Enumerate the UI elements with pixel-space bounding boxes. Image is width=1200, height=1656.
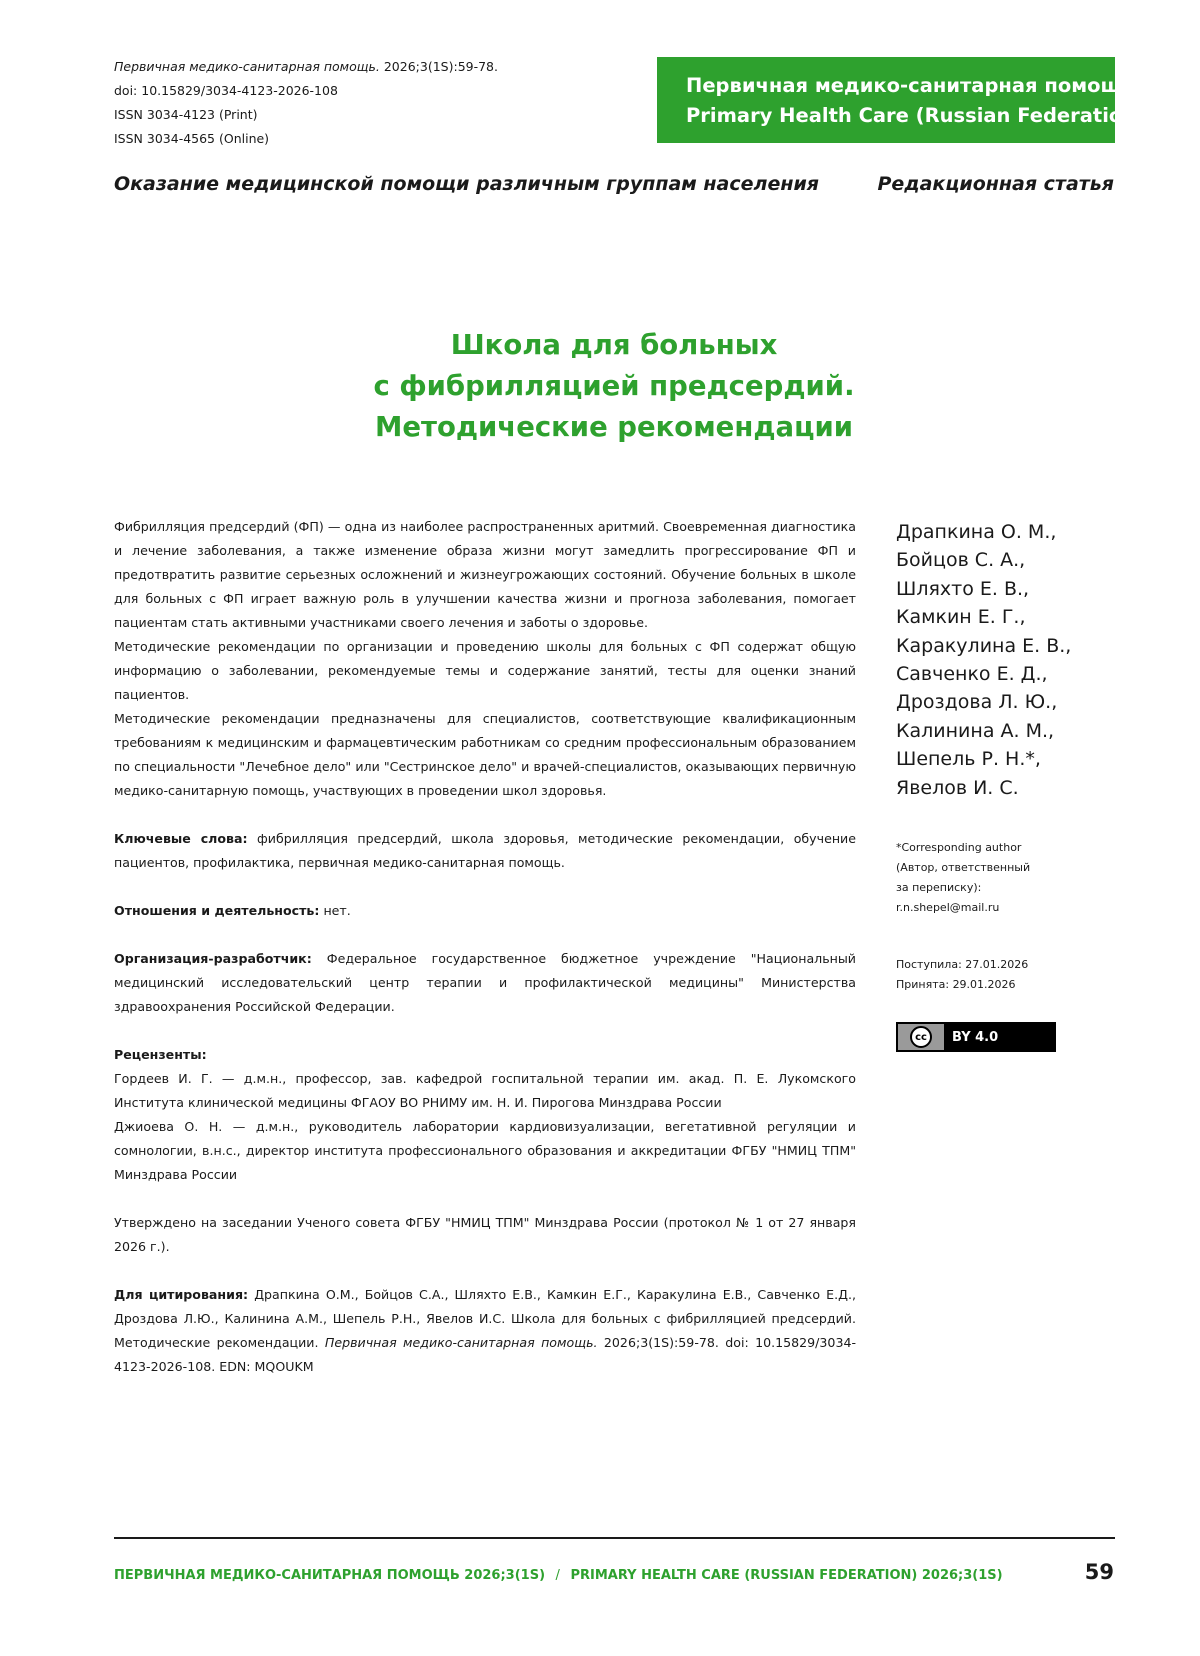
author: Шепель Р. Н.*, xyxy=(896,748,1041,771)
cc-license-badge[interactable] xyxy=(896,1022,1056,1052)
abstract-paragraph-2: Методические рекомендации по организации и проведению школы для больных с ФП содержат общую информацию о заболевании, рекомендуемые темы и содержание занятий, тесты для оценки знаний пациентов. xyxy=(114,639,856,702)
author-list xyxy=(896,518,1071,802)
author: Калинина А. М., xyxy=(896,719,1055,742)
main-column xyxy=(114,515,856,1379)
journal-name-en: Primary Health Care (Russian Federation) xyxy=(686,104,1146,127)
corresponding-email[interactable]: r.n.shepel@mail.ru xyxy=(896,901,1000,914)
journal-name-ru: Первичная медико-санитарная помощь xyxy=(686,74,1135,97)
article-title: Школа для больных с фибрилляцией предсердий. Методические рекомендации xyxy=(373,329,855,443)
author: Каракулина Е. В., xyxy=(896,634,1072,657)
author: Шляхто Е. В., xyxy=(896,577,1030,600)
author: Савченко Е. Д., xyxy=(896,663,1048,686)
section-heading: Оказание медицинской помощи различным группам населения xyxy=(114,173,819,195)
article-meta xyxy=(114,55,498,151)
license-label: BY 4.0 xyxy=(944,1024,1054,1050)
author: Драпкина О. М., xyxy=(896,521,1057,543)
running-footer: ПЕРВИЧНАЯ МЕДИКО-САНИТАРНАЯ ПОМОЩЬ 2026;3(1S) / PRIMARY HEALTH CARE (RUSSIAN FEDERATION) 2026;3(1S) xyxy=(114,1568,1003,1583)
article-dates xyxy=(896,955,1028,995)
author: Камкин Е. Г., xyxy=(896,606,1026,629)
issn-print: ISSN 3034-4123 (Print) xyxy=(114,107,258,122)
author: Явелов И. С. xyxy=(896,776,1019,799)
reviewer-2: Джиоева О. Н. — д.м.н., руководитель лаборатории кардиовизуализации, вегетативной регуляции и сомнологии, в.н.с., директор института профессионального образования и аккредитации ФГБУ "НМИЦ ТПМ" Минздрава России xyxy=(114,1119,856,1182)
abstract-paragraph-3: Методические рекомендации предназначены для специалистов, соответствующие квалификационным требованиям к медицинским и фармацевтическим работникам со средним профессиональным образованием по специальности "Лечебное дело" или "Сестринское дело" и врачей-специалистов, оказывающих первичную медико-санитарную помощь, участвующих в проведении школ здоровья. xyxy=(114,711,856,798)
relations: Отношения и деятельность: нет. xyxy=(114,903,351,918)
keywords: Ключевые слова: фибрилляция предсердий, школа здоровья, методические рекомендации, обучение пациентов, профилактика, первичная медико-санитарная помощь. xyxy=(114,831,856,870)
accepted-date: Принята: 29.01.2026 xyxy=(896,978,1016,991)
received-date: Поступила: 27.01.2026 xyxy=(896,958,1029,971)
footer-divider xyxy=(114,1537,1115,1539)
issn-online: ISSN 3034-4565 (Online) xyxy=(114,131,270,146)
doi: doi: 10.15829/3034-4123-2026-108 xyxy=(114,83,338,98)
cc-logo-icon: cc xyxy=(898,1024,944,1050)
journal-reference: Первичная медико-санитарная помощь. 2026;3(1S):59-78. xyxy=(114,59,498,74)
author: Бойцов С. А., xyxy=(896,549,1026,572)
reviewers-label: Рецензенты: xyxy=(114,1047,207,1062)
journal-banner xyxy=(657,57,1146,143)
author: Дроздова Л. Ю., xyxy=(896,691,1058,714)
correspondence: *Corresponding author (Автор, ответственный за переписку): r.n.shepel@mail.ru xyxy=(896,838,1030,918)
approval-note: Утверждено на заседании Ученого совета ФГБУ "НМИЦ ТПМ" Минздрава России (протокол № 1 от 27 января 2026 г.). xyxy=(114,1215,856,1254)
article-type: Редакционная статья xyxy=(877,173,1114,195)
organization: Организация-разработчик: Федеральное государственное бюджетное учреждение "Национальный медицинский исследовательский центр терапии и профилактической медицины" Министерства здравоохранения Российской Федерации. xyxy=(114,951,856,1014)
citation: Для цитирования: Драпкина О.М., Бойцов С.А., Шляхто Е.В., Камкин Е.Г., Каракулина Е.В., Савченко Е.Д., Дроздова Л.Ю., Калинина А.М., Шепель Р.Н., Явелов И.С. Школа для больных с фибрилляцией предсердий. Методические рекомендации. Первичная медико-санитарная помощь. 2026;3(1S):59-78. doi: 10.15829/3034-4123-2026-108. EDN: MQOUKM xyxy=(114,1287,857,1374)
abstract-paragraph-1: Фибрилляция предсердий (ФП) — одна из наиболее распространенных аритмий. Своевременная диагностика и лечение заболевания, а также изменение образа жизни могут замедлить прогрессирование ФП и предотвратить развитие серьезных осложнений и жизнеугрожающих состояний. Обучение больных в школе для больных с ФП играет важную роль в улучшении качества жизни и прогноза заболевания, помогает пациентам стать активными участниками своего лечения и заботы о здоровье. xyxy=(114,519,856,630)
page-number: 59 xyxy=(1084,1560,1114,1584)
reviewer-1: Гордеев И. Г. — д.м.н., профессор, зав. кафедрой госпитальной терапии им. акад. П. Е. Лукомского Института клинической медицины ФГАОУ ВО РНИМУ им. Н. И. Пирогова Минздрава России xyxy=(114,1071,856,1110)
